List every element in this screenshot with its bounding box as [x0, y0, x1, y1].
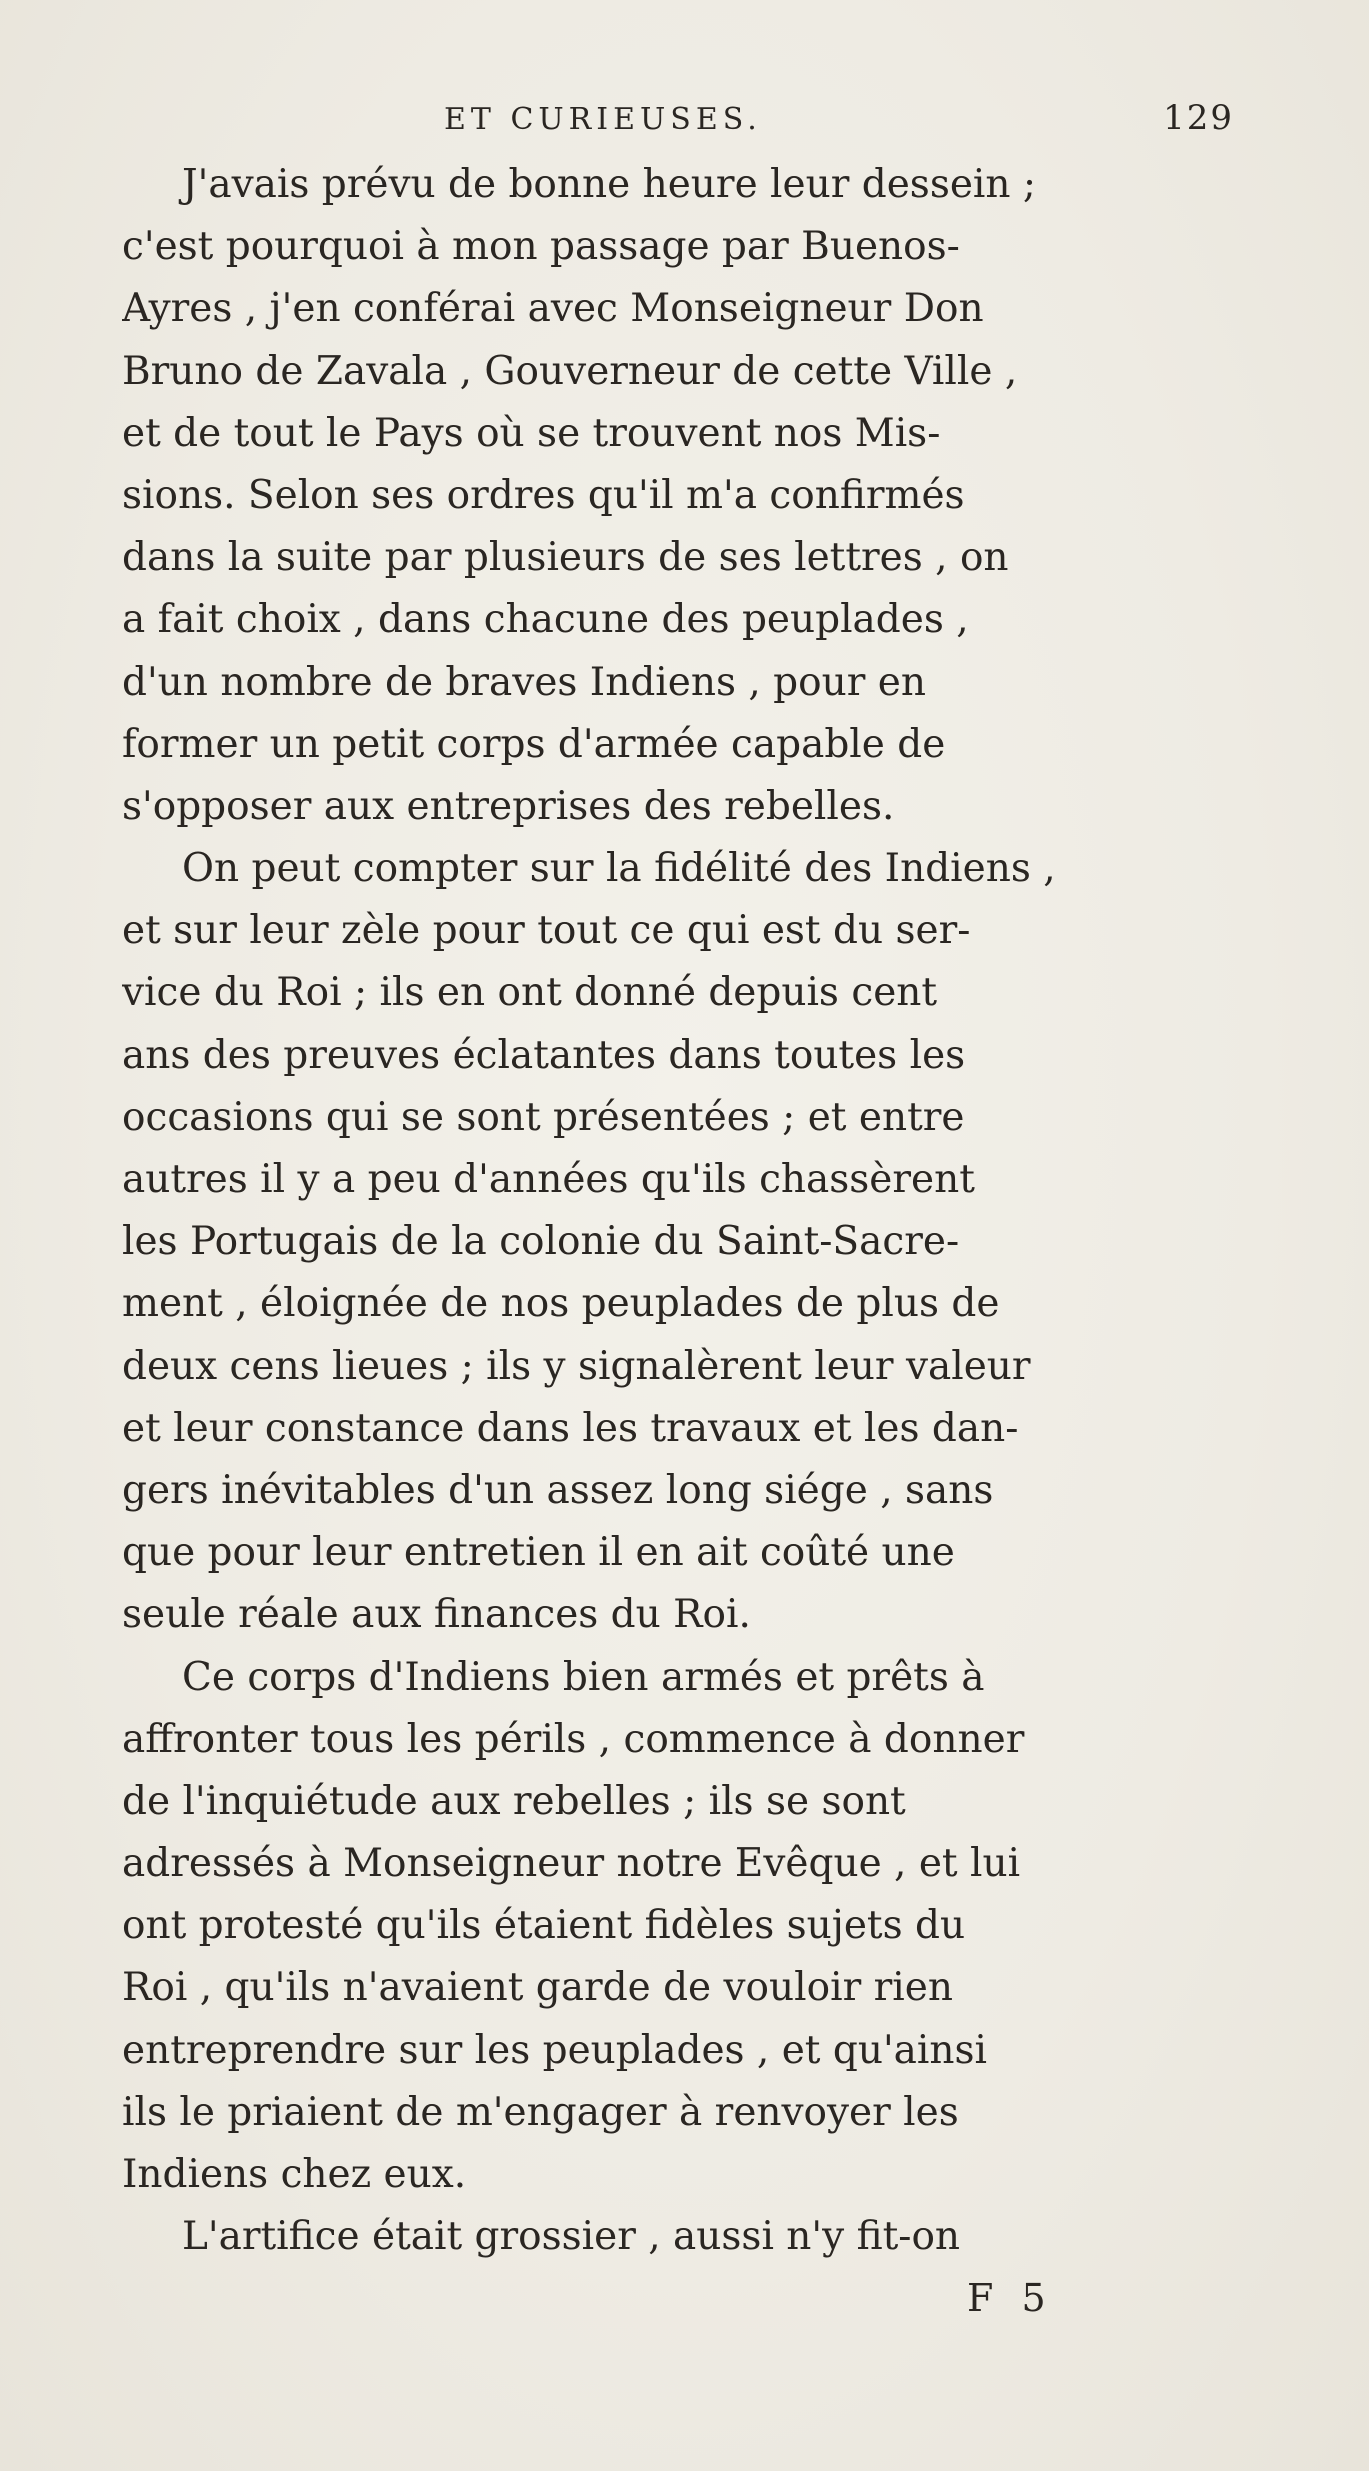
text-line: et de tout le Pays où se trouvent nos Mis-: [122, 410, 941, 456]
text-line: et leur constance dans les travaux et les dan-: [122, 1405, 1019, 1451]
page-text: [122, 96, 1244, 2328]
text-line: ans des preuves éclatantes dans toutes les: [122, 1032, 966, 1078]
text-line: entreprendre sur les peuplades , et qu'ainsi: [122, 2027, 988, 2073]
text-line: que pour leur entretien il en ait coûté une: [122, 1530, 955, 1576]
text-line: les Portugais de la colonie du Saint-Sacre-: [122, 1219, 960, 1265]
text-line: Roi , qu'ils n'avaient garde de vouloir rien: [122, 1965, 953, 2011]
text-line: dans la suite par plusieurs de ses lettres , on: [122, 535, 1009, 581]
text-line: c'est pourquoi à mon passage par Buenos-: [122, 224, 960, 270]
text-line: Indiens chez eux.: [122, 2152, 467, 2197]
text-line: d'un nombre de braves Indiens , pour en: [122, 659, 926, 705]
text-line: adressés à Monseigneur notre Evêque , et lui: [122, 1841, 1021, 1887]
text-line: Ce corps d'Indiens bien armés et prêts à: [182, 1654, 985, 1700]
running-header: [122, 96, 1244, 154]
text-line: former un petit corps d'armée capable de: [122, 721, 946, 767]
text-line: ment , éloignée de nos peuplades de plus de: [122, 1281, 1000, 1327]
text-line: Bruno de Zavala , Gouverneur de cette Ville ,: [122, 348, 1018, 394]
paragraph: [122, 838, 1244, 1646]
text-line: deux cens lieues ; ils y signalèrent leur valeur: [122, 1343, 1031, 1389]
text-line: s'opposer aux entreprises des rebelles.: [122, 783, 895, 829]
text-line: gers inévitables d'un assez long siége , sans: [122, 1467, 994, 1513]
text-line: On peut compter sur la fidélité des Indiens ,: [182, 846, 1056, 892]
text-line: occasions qui se sont présentées ; et entre: [122, 1094, 965, 1140]
text-line: seule réale aux finances du Roi.: [122, 1592, 751, 1638]
paragraph: [122, 1647, 1244, 2207]
paragraph: [122, 2206, 1244, 2268]
text-line: J'avais prévu de bonne heure leur dessein ;: [182, 162, 1037, 207]
text-line: a fait choix , dans chacune des peuplades ,: [122, 597, 969, 643]
signature-mark-line: [122, 2268, 1244, 2328]
text-line: ont protesté qu'ils étaient fidèles sujets du: [122, 1903, 966, 1949]
text-line: sions. Selon ses ordres qu'il m'a confirmés: [122, 472, 965, 518]
running-title: ET CURIEUSES.: [444, 102, 762, 137]
signature-mark: F 5: [967, 2276, 1054, 2321]
text-line: et sur leur zèle pour tout ce qui est du ser-: [122, 908, 971, 954]
text-line: Ayres , j'en conférai avec Monseigneur Don: [122, 286, 984, 332]
text-line: autres il y a peu d'années qu'ils chassèrent: [122, 1157, 975, 1202]
text-line: de l'inquiétude aux rebelles ; ils se sont: [122, 1778, 906, 1824]
text-line: vice du Roi ; ils en ont donné depuis cent: [122, 970, 938, 1016]
paragraph: [122, 154, 1244, 838]
page-number: 129: [1163, 98, 1234, 138]
text-line: L'artifice était grossier , aussi n'y fit-on: [182, 2214, 961, 2260]
text-line: ils le priaient de m'engager à renvoyer les: [122, 2089, 959, 2135]
text-line: affronter tous les périls , commence à donner: [122, 1716, 1025, 1762]
